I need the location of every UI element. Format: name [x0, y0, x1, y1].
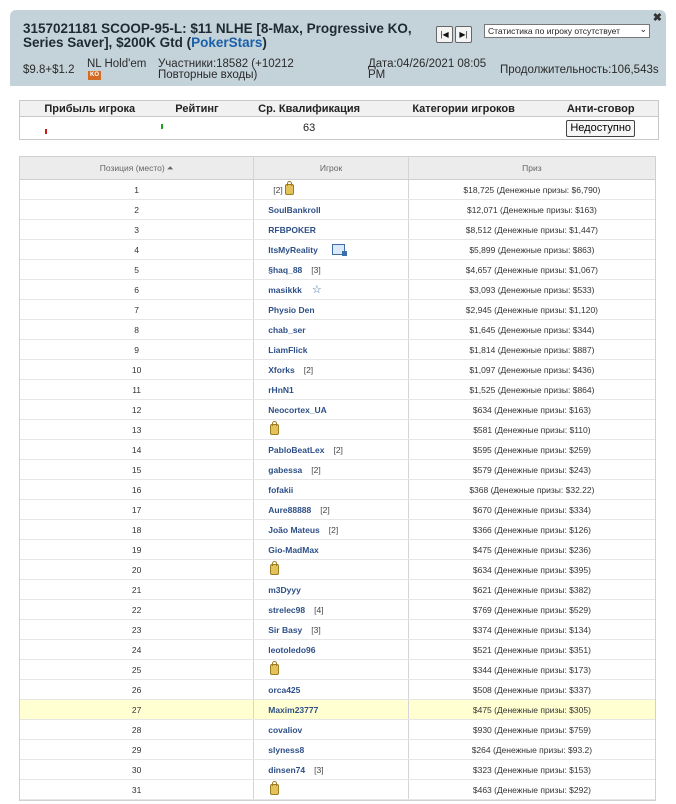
position-cell: 6: [20, 280, 254, 299]
player-name-link[interactable]: masikkk: [268, 284, 302, 295]
first-page-icon[interactable]: |◀: [436, 26, 453, 43]
player-name-link[interactable]: gabessa: [268, 464, 303, 475]
player-cell: [254, 520, 409, 539]
position-cell: 29: [20, 740, 254, 759]
avg-qual-value: 63: [302, 122, 316, 134]
player-cell: [254, 580, 409, 599]
position-cell: 10: [20, 360, 254, 379]
prize-cell: $670 (Денежные призы: $334): [472, 504, 591, 515]
position-cell: 31: [20, 780, 254, 799]
player-note-icon[interactable]: [332, 244, 345, 255]
player-cell: [254, 300, 409, 319]
table-row[interactable]: [20, 360, 655, 380]
position-cell: 18: [20, 520, 254, 539]
rating-header: Рейтинг: [175, 102, 219, 115]
table-row[interactable]: [20, 720, 655, 740]
player-cell: [254, 780, 409, 799]
results-table-header: [20, 157, 655, 180]
player-name-link[interactable]: m3Dyyy: [268, 584, 301, 595]
position-cell: 12: [20, 400, 254, 419]
player-name-link[interactable]: Xforks: [268, 364, 295, 375]
profit-header: Прибыль игрока: [44, 102, 136, 115]
results-table-body: [20, 180, 655, 800]
player-name-link[interactable]: PabloBeatLex: [268, 444, 325, 455]
chevron-down-icon: ⌄: [639, 24, 647, 34]
position-cell: 5: [20, 260, 254, 279]
player-cell: [254, 640, 409, 659]
prize-cell: $1,814 (Денежные призы: $887): [469, 344, 595, 355]
avg-qual-header: Ср. Квалификация: [258, 102, 361, 115]
anti-collusion-header: Анти-сговор: [566, 102, 635, 115]
prize-cell: $374 (Денежные призы: $134): [472, 624, 591, 635]
game-type: [87, 59, 146, 70]
player-cell: [254, 240, 409, 259]
player-cell: [254, 680, 409, 699]
prize-cell: $769 (Денежные призы: $529): [472, 604, 591, 615]
prize-cell: $521 (Денежные призы: $351): [472, 644, 591, 655]
game-name: Hold'em: [104, 58, 147, 70]
duration: Продолжительность:106,543s: [500, 64, 659, 76]
site-link[interactable]: PokerStars: [191, 35, 263, 50]
prize-cell: $475 (Денежные призы: $305): [472, 704, 591, 715]
prize-cell: $368 (Денежные призы: $32.22): [469, 484, 595, 495]
lock-icon[interactable]: [270, 424, 279, 435]
player-name-link[interactable]: Gio-MadMax: [268, 544, 319, 555]
position-cell: 27: [20, 700, 254, 719]
lock-icon[interactable]: [285, 184, 294, 195]
player-cell: [254, 320, 409, 339]
player-cell: [254, 380, 409, 399]
table-row[interactable]: [20, 580, 655, 600]
prize-cell: $579 (Денежные призы: $243): [472, 464, 591, 475]
prize-cell: $595 (Денежные призы: $259): [472, 444, 591, 455]
player-name-link[interactable]: fofakii: [268, 484, 294, 495]
table-row[interactable]: [20, 740, 655, 760]
table-row[interactable]: [20, 320, 655, 340]
position-cell: 13: [20, 420, 254, 439]
table-row[interactable]: [20, 560, 655, 580]
position-cell: 8: [20, 320, 254, 339]
table-row[interactable]: [20, 620, 655, 640]
player-name-link[interactable]: LiamFlick: [268, 344, 308, 355]
player-cell: [254, 460, 409, 479]
categories-header: Категории игроков: [412, 102, 515, 115]
position-cell: 9: [20, 340, 254, 359]
lock-icon[interactable]: [270, 664, 279, 675]
position-cell: 21: [20, 580, 254, 599]
player-cell: [254, 180, 409, 199]
prize-cell: $3,093 (Денежные призы: $533): [469, 284, 595, 295]
position-cell: 25: [20, 660, 254, 679]
table-row[interactable]: [20, 480, 655, 500]
table-row[interactable]: [20, 440, 655, 460]
prize-cell: $634 (Денежные призы: $395): [472, 564, 591, 575]
next-page-icon[interactable]: ▶|: [455, 26, 472, 43]
player-cell: [254, 260, 409, 279]
reentry-count: [2]: [328, 524, 339, 535]
player-name-link[interactable]: ItsMyReality: [268, 244, 318, 255]
prize-cell: $1,645 (Денежные призы: $344): [469, 324, 595, 335]
prize-cell: $12,071 (Денежные призы: $163): [466, 204, 597, 215]
player-name-link[interactable]: SoulBankroll: [268, 204, 321, 215]
table-row[interactable]: [20, 760, 655, 780]
table-row[interactable]: [20, 680, 655, 700]
reentry-count: [2]: [320, 504, 330, 515]
player-name-link[interactable]: slyness8: [268, 744, 305, 755]
table-row[interactable]: [20, 540, 655, 560]
table-row[interactable]: [20, 200, 655, 220]
table-row[interactable]: [20, 660, 655, 680]
tournament-header: [10, 10, 666, 86]
prize-cell: $18,725 (Денежные призы: $6,790): [463, 184, 601, 195]
position-cell: 20: [20, 560, 254, 579]
game-nl: NL: [87, 58, 102, 70]
table-row[interactable]: [20, 240, 655, 260]
prize-cell: $323 (Денежные призы: $153): [472, 764, 591, 775]
prize-cell: $264 (Денежные призы: $93.2): [471, 744, 593, 755]
table-row[interactable]: [20, 780, 655, 800]
player-name-link[interactable]: João Mateus: [268, 524, 320, 535]
position-column-header[interactable]: [20, 157, 254, 179]
position-cell: 28: [20, 720, 254, 739]
position-cell: 4: [20, 240, 254, 259]
position-cell: 14: [20, 440, 254, 459]
prize-column-header[interactable]: Приз: [522, 163, 542, 173]
position-cell: 3: [20, 220, 254, 239]
position-cell: 1: [20, 180, 254, 199]
player-name-link[interactable]: Sir Basy: [268, 624, 303, 635]
buyin: $9.8+$1.2: [23, 64, 75, 76]
player-cell: [254, 400, 409, 419]
anti-collusion-button[interactable]: Недоступно: [566, 120, 635, 137]
table-row[interactable]: [20, 420, 655, 440]
player-name-link[interactable]: orca425: [268, 684, 301, 695]
prize-cell: $2,945 (Денежные призы: $1,120): [465, 304, 598, 315]
table-row[interactable]: [20, 380, 655, 400]
player-stats-select-value: Статистика по игроку отсутствует: [488, 26, 621, 36]
table-row[interactable]: [20, 460, 655, 480]
lock-icon[interactable]: [270, 784, 279, 795]
player-cell: [254, 220, 409, 239]
position-cell: 11: [20, 380, 254, 399]
position-cell: 30: [20, 760, 254, 779]
title-end: ): [262, 35, 267, 50]
player-cell: [254, 440, 409, 459]
sort-icon: ⏶: [166, 162, 174, 173]
position-cell: 19: [20, 540, 254, 559]
table-row[interactable]: [20, 640, 655, 660]
table-row[interactable]: [20, 600, 655, 620]
player-name-link[interactable]: strelec98: [268, 604, 306, 615]
reentry-count: [2]: [303, 364, 314, 375]
player-cell: [254, 660, 409, 679]
table-row[interactable]: [20, 180, 655, 200]
player-name-link[interactable]: covaliov: [268, 724, 303, 735]
position-cell: 26: [20, 680, 254, 699]
player-name-link[interactable]: Neocortex_UA: [268, 404, 327, 415]
anti-collusion-value: [543, 117, 658, 139]
player-cell: [254, 420, 409, 439]
player-cell: [254, 280, 409, 299]
table-row[interactable]: [20, 260, 655, 280]
reentry-count: [3]: [311, 624, 321, 635]
position-cell: 17: [20, 500, 254, 519]
player-cell: [254, 740, 409, 759]
prize-cell: $508 (Денежные призы: $337): [472, 684, 591, 695]
prize-cell: $475 (Денежные призы: $236): [472, 544, 591, 555]
player-cell: [254, 760, 409, 779]
table-row[interactable]: [20, 220, 655, 240]
player-name-link[interactable]: Maxim23777: [268, 704, 319, 715]
prize-cell: $581 (Денежные призы: $110): [473, 424, 591, 435]
position-cell: 16: [20, 480, 254, 499]
position-header-label: Позиция (место): [99, 163, 165, 173]
position-cell: 2: [20, 200, 254, 219]
reentry-count: [2]: [333, 444, 343, 455]
player-name-link[interactable]: chab_ser: [268, 324, 306, 335]
player-cell: [254, 620, 409, 639]
player-cell: [254, 480, 409, 499]
player-cell: [254, 600, 409, 619]
player-name-link[interactable]: rHnN1: [268, 384, 294, 395]
profit-bar: [45, 129, 47, 134]
prize-cell: $621 (Денежные призы: $382): [472, 584, 591, 595]
table-row[interactable]: [20, 700, 655, 720]
player-name-link[interactable]: dinsen74: [268, 764, 306, 775]
prize-cell: $930 (Денежные призы: $759): [472, 724, 591, 735]
reentry-count: [4]: [314, 604, 324, 615]
results-table: [19, 156, 656, 801]
reentry-count: [3]: [311, 264, 321, 275]
prize-cell: $463 (Денежные призы: $292): [472, 784, 591, 795]
table-row[interactable]: [20, 500, 655, 520]
player-cell: [254, 340, 409, 359]
prize-cell: $4,657 (Денежные призы: $1,067): [465, 264, 598, 275]
categories-value: [384, 117, 544, 139]
participants: Участники:18582 (+10212 Повторные входы): [158, 58, 294, 81]
table-row[interactable]: [20, 520, 655, 540]
start-date: Дата:04/26/2021 08:05 PM: [368, 58, 487, 81]
reentry-count: [2]: [311, 464, 321, 475]
player-name-link[interactable]: §haq_88: [268, 264, 303, 275]
player-stats-select[interactable]: [484, 24, 650, 38]
player-name-link[interactable]: RFBPOKER: [268, 224, 316, 235]
player-name-link[interactable]: Aure88888: [268, 504, 312, 515]
prize-cell: $634 (Денежные призы: $163): [472, 404, 591, 415]
prize-cell: $1,097 (Денежные призы: $436): [469, 364, 595, 375]
prize-cell: $8,512 (Денежные призы: $1,447): [465, 224, 598, 235]
prize-cell: $5,899 (Денежные призы: $863): [469, 244, 595, 255]
prize-cell: $1,525 (Денежные призы: $864): [469, 384, 595, 395]
star-icon[interactable]: ☆: [311, 284, 322, 296]
player-cell: [254, 560, 409, 579]
player-cell: [254, 700, 409, 719]
prize-cell: $344 (Денежные призы: $173): [472, 664, 591, 675]
player-cell: [254, 720, 409, 739]
rating-value: [160, 117, 235, 139]
position-cell: 7: [20, 300, 254, 319]
player-column-header[interactable]: Игрок: [254, 157, 409, 179]
profit-value: [20, 117, 160, 139]
position-cell: 24: [20, 640, 254, 659]
player-cell: [254, 500, 409, 519]
player-cell: [254, 540, 409, 559]
table-row[interactable]: [20, 300, 655, 320]
player-cell: [254, 200, 409, 219]
table-row[interactable]: [20, 340, 655, 360]
summary-values: [20, 117, 658, 139]
table-row[interactable]: [20, 400, 655, 420]
rating-bar: [161, 124, 163, 129]
title-main: 3157021181 SCOOP-95-L: $11 NLHE [8-Max, Progressive KO, Series Saver], $200K Gtd (: [23, 21, 412, 50]
prize-cell: $366 (Денежные призы: $126): [472, 524, 591, 535]
position-cell: 22: [20, 600, 254, 619]
tournament-title: [23, 22, 423, 50]
position-cell: 23: [20, 620, 254, 639]
table-row[interactable]: [20, 280, 655, 300]
summary-header: [20, 101, 658, 117]
close-icon[interactable]: ✖: [652, 12, 662, 24]
player-cell: [254, 360, 409, 379]
ko-badge-icon: KO: [90, 72, 99, 78]
reentry-count: [3]: [314, 764, 324, 775]
position-cell: 15: [20, 460, 254, 479]
lock-icon[interactable]: [270, 564, 279, 575]
player-name-link[interactable]: leotoledo96: [268, 644, 316, 655]
player-summary: [19, 100, 659, 140]
player-name-link[interactable]: Physio Den: [268, 304, 315, 315]
reentry-count: [2]: [273, 184, 283, 195]
